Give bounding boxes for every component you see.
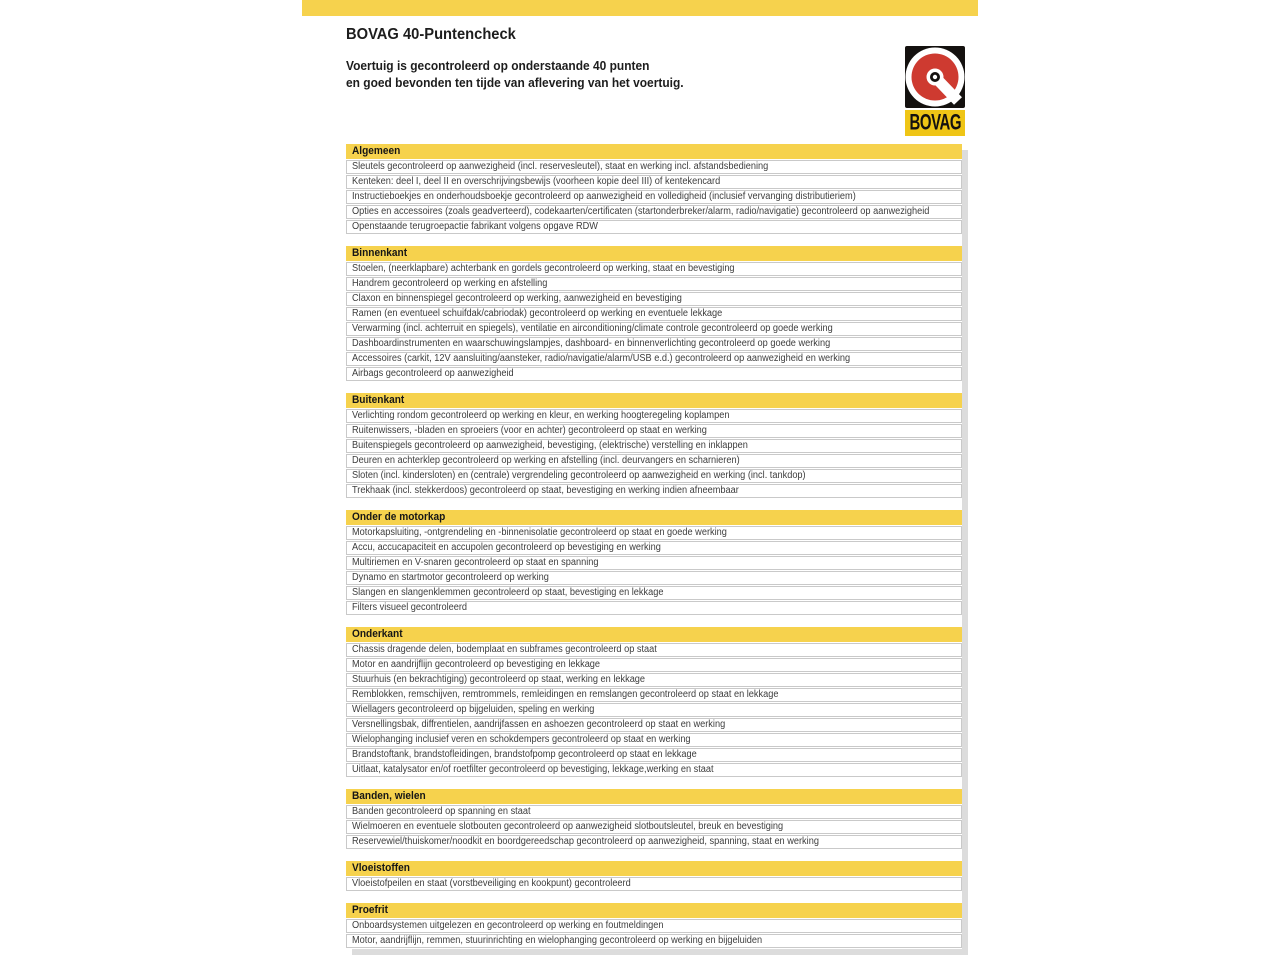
- checklist-item: Sleutels gecontroleerd op aanwezigheid (incl. reservesleutel), staat en werking incl. afstandsbediening: [346, 160, 962, 174]
- checklist-item: Uitlaat, katalysator en/of roetfilter gecontroleerd op bevestiging, lekkage,werking en staat: [346, 763, 962, 777]
- checklist-item: Verwarming (incl. achterruit en spiegels), ventilatie en airconditioning/climate controle gecontroleerd op goede werking: [346, 322, 962, 336]
- checklist-item: Stuurhuis (en bekrachtiging) gecontroleerd op staat, werking en lekkage: [346, 673, 962, 687]
- subtitle-line-1: Voertuig is gecontroleerd op onderstaande 40 punten: [346, 58, 650, 73]
- checklist-item: Instructieboekjes en onderhoudsboekje gecontroleerd op aanwezigheid en volledigheid (inclusief vervanging distributieriem): [346, 190, 962, 204]
- checklist-item: Sloten (incl. kindersloten) en (centrale) vergrendeling gecontroleerd op aanwezigheid en werking (incl. tankdop): [346, 469, 962, 483]
- checklist-item: Brandstoftank, brandstofleidingen, brandstofpomp gecontroleerd op staat en lekkage: [346, 748, 962, 762]
- checklist-item: Verlichting rondom gecontroleerd op werking en kleur, en werking hoogteregeling koplampen: [346, 409, 962, 423]
- checklist-item: Banden gecontroleerd op spanning en staat: [346, 805, 962, 819]
- section-header: Onderkant: [346, 627, 962, 642]
- checklist-item: Remblokken, remschijven, remtrommels, remleidingen en remslangen gecontroleerd op staat en lekkage: [346, 688, 962, 702]
- checklist-section: [346, 144, 962, 234]
- checklist-item: Motor en aandrijflijn gecontroleerd op bevestiging en lekkage: [346, 658, 962, 672]
- bovag-checklist-document: [302, 0, 978, 949]
- subtitle-line-2: en goed bevonden ten tijde van aflevering van het voertuig.: [346, 75, 684, 90]
- bovag-logo: [905, 46, 965, 136]
- checklist-section: [346, 510, 962, 615]
- bovag-key-emblem-icon: [905, 46, 965, 108]
- bovag-logo-wordmark: BOVAG: [905, 110, 965, 136]
- section-header: Vloeistoffen: [346, 861, 962, 876]
- top-accent-bar: [302, 0, 978, 16]
- checklist-item: Onboardsystemen uitgelezen en gecontroleerd op werking en foutmeldingen: [346, 919, 962, 933]
- checklist-item: Dynamo en startmotor gecontroleerd op werking: [346, 571, 962, 585]
- checklist-item: Deuren en achterklep gecontroleerd op werking en afstelling (incl. deurvangers en scharnieren): [346, 454, 962, 468]
- checklist-item: Claxon en binnenspiegel gecontroleerd op werking, aanwezigheid en bevestiging: [346, 292, 962, 306]
- checklist-table: [346, 144, 962, 949]
- document-subtitle: [346, 44, 978, 91]
- section-header: Algemeen: [346, 144, 962, 159]
- checklist-item: Accu, accucapaciteit en accupolen gecontroleerd op bevestiging en werking: [346, 541, 962, 555]
- checklist-item: Versnellingsbak, diffrentielen, aandrijfassen en ashoezen gecontroleerd op staat en werking: [346, 718, 962, 732]
- checklist-section: [346, 393, 962, 498]
- checklist-item: Buitenspiegels gecontroleerd op aanwezigheid, bevestiging, (elektrische) verstelling en inklappen: [346, 439, 962, 453]
- section-header: Proefrit: [346, 903, 962, 918]
- checklist-item: Slangen en slangenklemmen gecontroleerd op staat, bevestiging en lekkage: [346, 586, 962, 600]
- checklist-item: Ruitenwissers, -bladen en sproeiers (voor en achter) gecontroleerd op staat en werking: [346, 424, 962, 438]
- checklist-item: Motor, aandrijflijn, remmen, stuurinrichting en wielophanging gecontroleerd op werking en bijgeluiden: [346, 934, 962, 948]
- checklist-item: Chassis dragende delen, bodemplaat en subframes gecontroleerd op staat: [346, 643, 962, 657]
- section-header: Onder de motorkap: [346, 510, 962, 525]
- checklist-section: [346, 246, 962, 381]
- section-header: Binnenkant: [346, 246, 962, 261]
- page-title: BOVAG 40-Puntencheck: [346, 26, 516, 43]
- checklist-section: [346, 789, 962, 849]
- checklist-item: Openstaande terugroepactie fabrikant volgens opgave RDW: [346, 220, 962, 234]
- checklist-section: [346, 627, 962, 777]
- checklist-item: Accessoires (carkit, 12V aansluiting/aansteker, radio/navigatie/alarm/USB e.d.) gecontroleerd op aanwezigheid en werking: [346, 352, 962, 366]
- document-header: [302, 16, 978, 135]
- checklist-item: Handrem gecontroleerd op werking en afstelling: [346, 277, 962, 291]
- section-header: Banden, wielen: [346, 789, 962, 804]
- checklist-item: Wiellagers gecontroleerd op bijgeluiden, speling en werking: [346, 703, 962, 717]
- checklist-section: [346, 903, 962, 948]
- checklist-item: Reservewiel/thuiskomer/noodkit en boordgereedschap gecontroleerd op aanwezigheid, spanning, staat en werking: [346, 835, 962, 849]
- checklist-item: Wielophanging inclusief veren en schokdempers gecontroleerd op staat en werking: [346, 733, 962, 747]
- checklist-section: [346, 861, 962, 891]
- checklist-item: Kenteken: deel I, deel II en overschrijvingsbewijs (voorheen kopie deel III) of kentekencard: [346, 175, 962, 189]
- checklist-item: Filters visueel gecontroleerd: [346, 601, 962, 615]
- checklist-item: Opties en accessoires (zoals geadverteerd), codekaarten/certificaten (startonderbreker/alarm, radio/navigatie) gecontroleerd op aanwezigheid: [346, 205, 962, 219]
- section-header: Buitenkant: [346, 393, 962, 408]
- checklist-item: Motorkapsluiting, -ontgrendeling en -binnenisolatie gecontroleerd op staat en goede werking: [346, 526, 962, 540]
- checklist-item: Trekhaak (incl. stekkerdoos) gecontroleerd op staat, bevestiging en werking indien afneembaar: [346, 484, 962, 498]
- checklist-item: Dashboardinstrumenten en waarschuwingslampjes, dashboard- en binnenverlichting gecontroleerd op goede werking: [346, 337, 962, 351]
- checklist-item: Vloeistofpeilen en staat (vorstbeveiliging en kookpunt) gecontroleerd: [346, 877, 962, 891]
- checklist-item: Ramen (en eventueel schuifdak/cabriodak) gecontroleerd op werking en eventuele lekkage: [346, 307, 962, 321]
- checklist-item: Wielmoeren en eventuele slotbouten gecontroleerd op aanwezigheid slotboutsleutel, breuk en bevestiging: [346, 820, 962, 834]
- checklist-item: Stoelen, (neerklapbare) achterbank en gordels gecontroleerd op werking, staat en bevestiging: [346, 262, 962, 276]
- checklist-item: Airbags gecontroleerd op aanwezigheid: [346, 367, 962, 381]
- checklist-item: Multiriemen en V-snaren gecontroleerd op staat en spanning: [346, 556, 962, 570]
